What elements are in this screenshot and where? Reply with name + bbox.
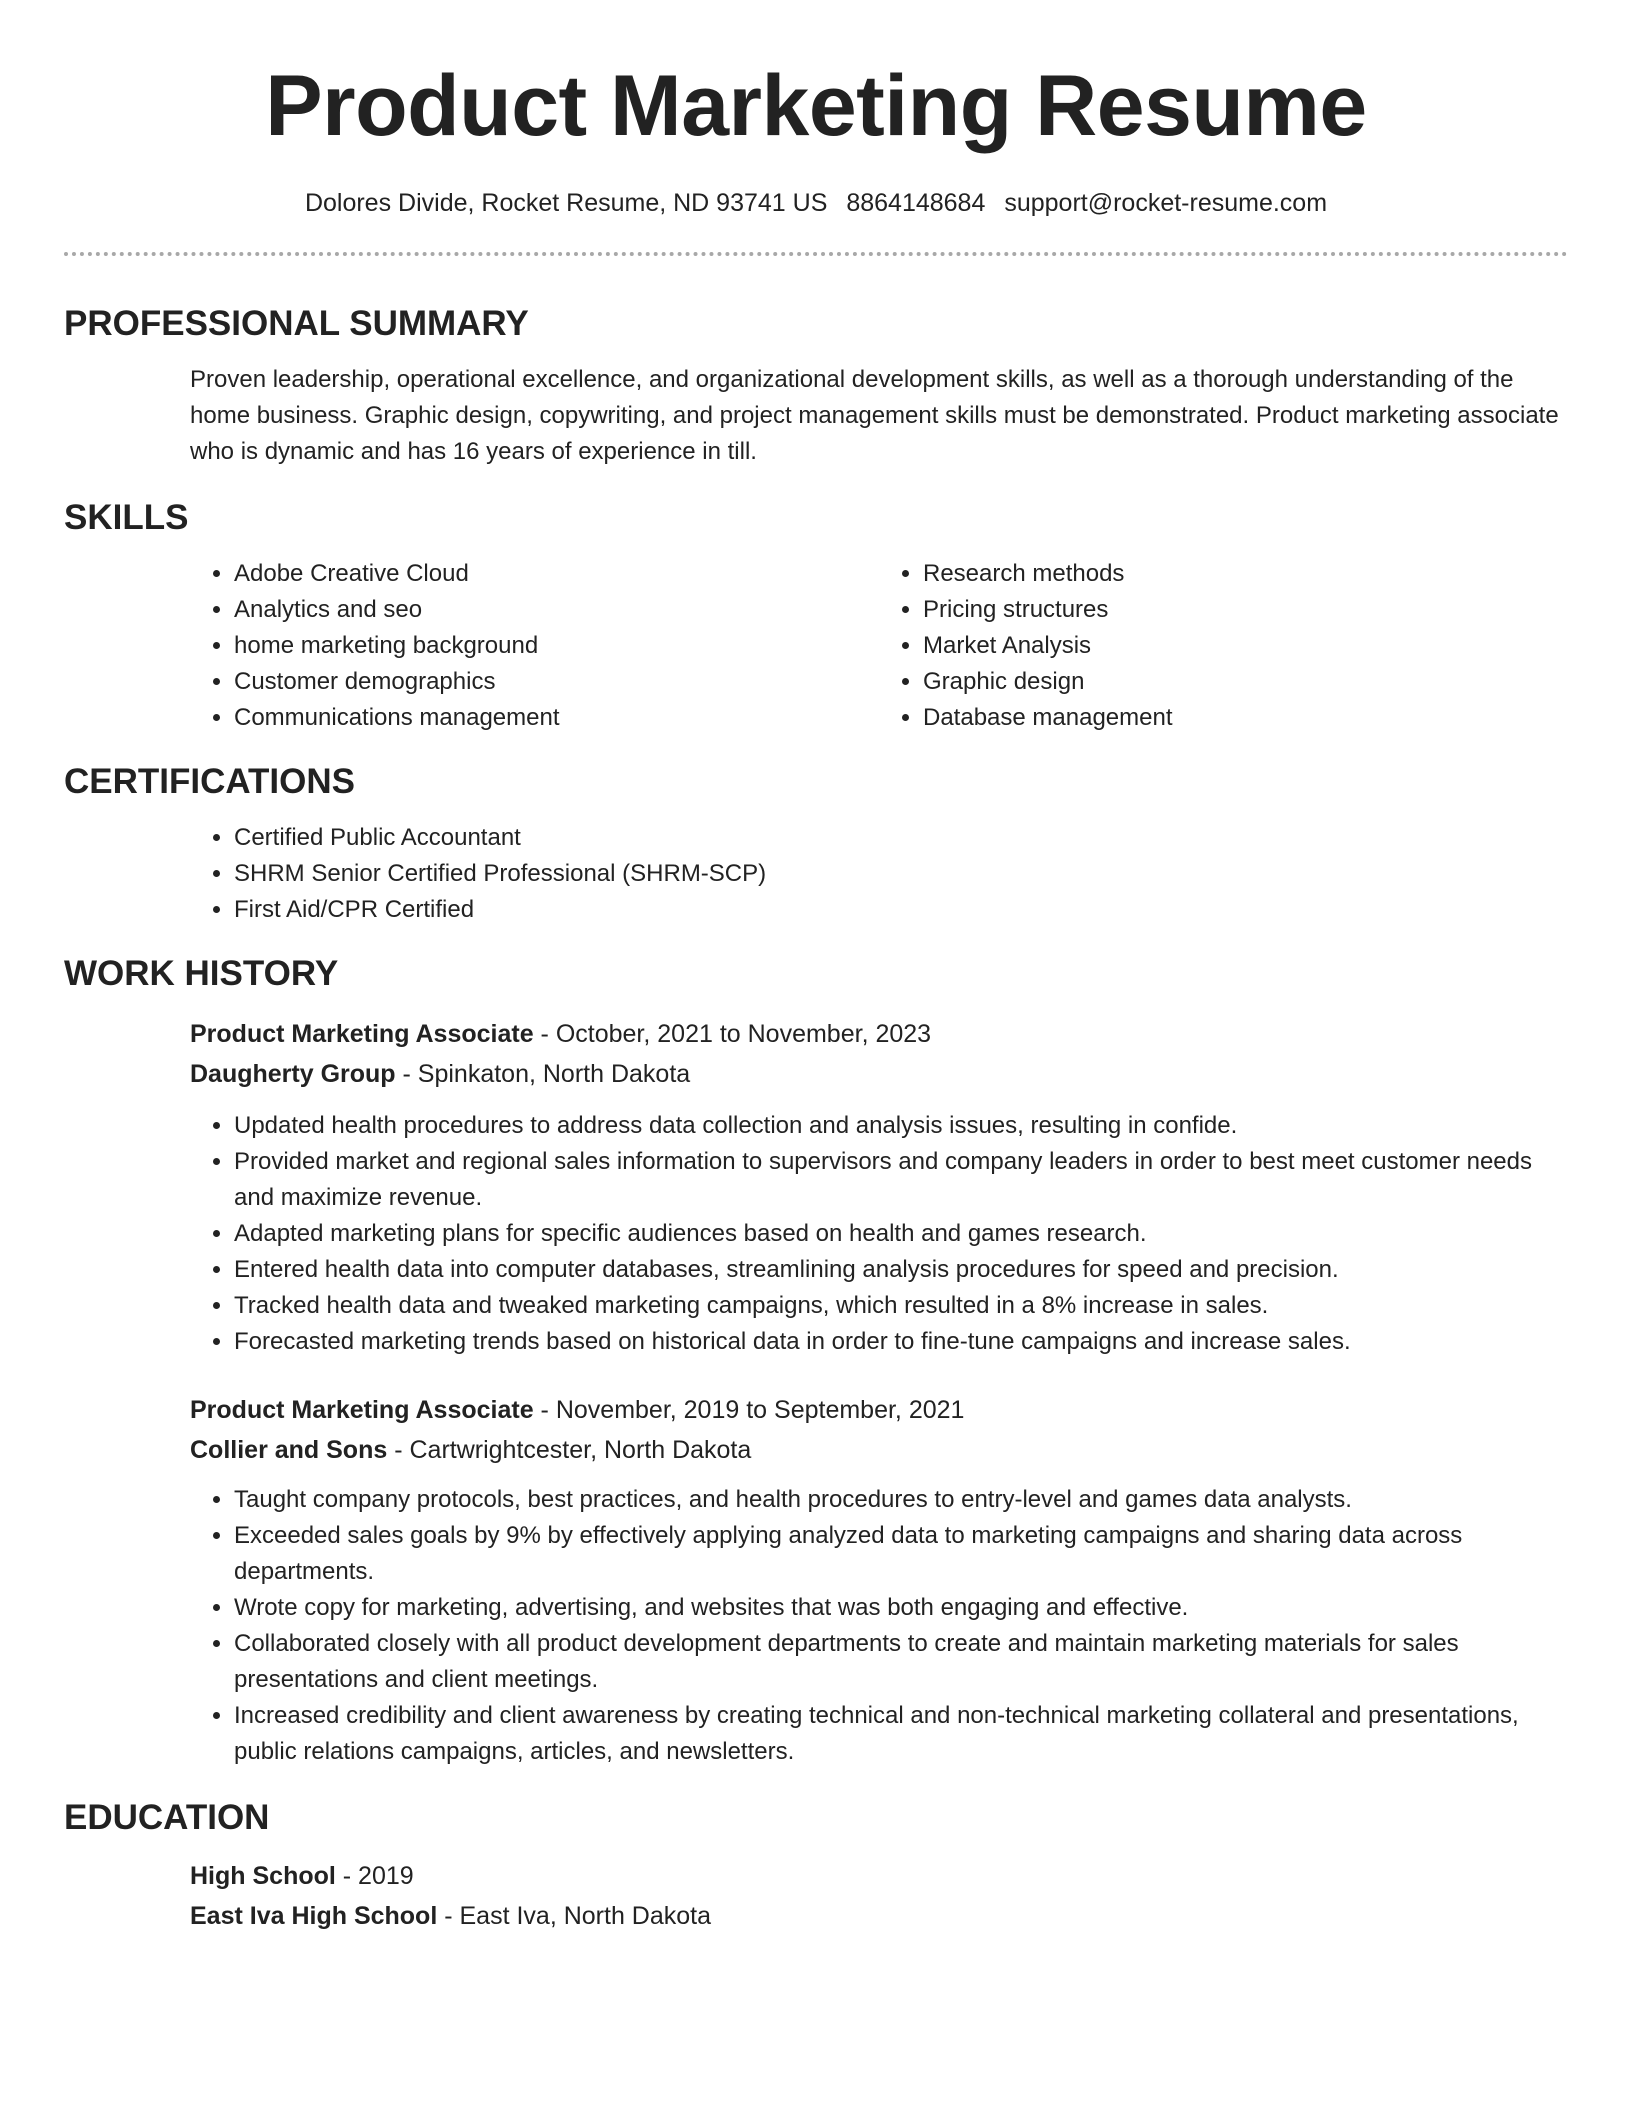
- skill-item: • Pricing structures: [923, 592, 1568, 628]
- contact-phone: 8864148684: [846, 189, 986, 217]
- job-bullets: [190, 1482, 1568, 1770]
- certifications-list: [190, 820, 1568, 928]
- skill-item: • Customer demographics: [234, 664, 879, 700]
- job-title-line: [190, 1014, 1568, 1054]
- skill-item: • Market Analysis: [923, 628, 1568, 664]
- job-bullet: • Increased credibility and client awareness by creating technical and non-technical marketing collateral and presentations, public relations campaigns, articles, and newsletters.: [234, 1698, 1568, 1770]
- job-entry: [64, 1014, 1568, 1360]
- skills-list-left: [190, 556, 879, 736]
- education-section: [64, 1796, 1568, 1936]
- certifications-section: [64, 760, 1568, 928]
- contact-line: [64, 186, 1568, 220]
- education-school: East Iva High School: [190, 1902, 438, 1930]
- certification-item: • SHRM Senior Certified Professional (SHRM-SCP): [234, 856, 1568, 892]
- skill-item: • home marketing background: [234, 628, 879, 664]
- job-bullet: • Adapted marketing plans for specific audiences based on health and games research.: [234, 1216, 1568, 1252]
- education-degree-line: [190, 1856, 1568, 1896]
- job-bullet: • Exceeded sales goals by 9% by effectively applying analyzed data to marketing campaigns and sharing data across departments.: [234, 1518, 1568, 1590]
- job-bullet: • Tracked health data and tweaked marketing campaigns, which resulted in a 8% increase in sales.: [234, 1288, 1568, 1324]
- job-entry: [64, 1390, 1568, 1770]
- education-heading: EDUCATION: [64, 1798, 270, 1837]
- certification-item: • First Aid/CPR Certified: [234, 892, 1568, 928]
- summary-heading: PROFESSIONAL SUMMARY: [64, 304, 529, 343]
- job-dates: - November, 2019 to September, 2021: [533, 1396, 965, 1424]
- contact-address: Dolores Divide, Rocket Resume, ND 93741 US: [304, 189, 828, 217]
- job-company-line: [190, 1054, 1568, 1094]
- job-bullet: • Provided market and regional sales information to supervisors and company leaders in order to best meet customer needs and maximize revenue.: [234, 1144, 1568, 1216]
- education-location: - East Iva, North Dakota: [437, 1902, 711, 1930]
- skill-item: • Adobe Creative Cloud: [234, 556, 879, 592]
- skill-item: • Analytics and seo: [234, 592, 879, 628]
- skill-item: • Graphic design: [923, 664, 1568, 700]
- work-history-heading: WORK HISTORY: [64, 954, 339, 993]
- resume-title: Product Marketing Resume: [265, 58, 1367, 154]
- summary-section: [64, 302, 1568, 470]
- job-bullet: • Updated health procedures to address data collection and analysis issues, resulting in confide.: [234, 1108, 1568, 1144]
- job-location: - Cartwrightcester, North Dakota: [387, 1436, 752, 1464]
- skill-item: • Research methods: [923, 556, 1568, 592]
- job-bullets: [190, 1108, 1568, 1360]
- skills-list-right: [879, 556, 1568, 736]
- job-bullet: • Entered health data into computer databases, streamlining analysis procedures for speed and precision.: [234, 1252, 1568, 1288]
- job-dates: - October, 2021 to November, 2023: [533, 1020, 932, 1048]
- job-title: Product Marketing Associate: [190, 1396, 534, 1424]
- job-bullet: • Collaborated closely with all product development departments to create and maintain marketing materials for sales presentations and client meetings.: [234, 1626, 1568, 1698]
- job-title: Product Marketing Associate: [190, 1020, 534, 1048]
- contact-email[interactable]: support@rocket-resume.com: [1004, 189, 1328, 217]
- certification-item: • Certified Public Accountant: [234, 820, 1568, 856]
- skill-item: • Database management: [923, 700, 1568, 736]
- job-bullet: • Forecasted marketing trends based on historical data in order to fine-tune campaigns and increase sales.: [234, 1324, 1568, 1360]
- skill-item: • Communications management: [234, 700, 879, 736]
- job-company-line: [190, 1430, 1568, 1470]
- job-company: Daugherty Group: [190, 1060, 396, 1088]
- education-entry: [64, 1856, 1568, 1936]
- work-history-section: [64, 952, 1568, 1770]
- skills-heading: SKILLS: [64, 498, 189, 537]
- education-degree: High School: [190, 1862, 336, 1890]
- education-school-line: [190, 1896, 1568, 1936]
- job-title-line: [190, 1390, 1568, 1430]
- job-bullet: • Taught company protocols, best practices, and health procedures to entry-level and games data analysts.: [234, 1482, 1568, 1518]
- certifications-heading: CERTIFICATIONS: [64, 762, 356, 801]
- header-divider: [64, 252, 1568, 256]
- summary-text: Proven leadership, operational excellence, and organizational development skills, as well as a thorough understanding of the home business. Graphic design, copywriting, and project management skills must be demonstrated. Product marketing associate who is dynamic and has 16 years of experience in till.: [190, 366, 1559, 465]
- job-company: Collier and Sons: [190, 1436, 388, 1464]
- job-location: - Spinkaton, North Dakota: [395, 1060, 691, 1088]
- skills-section: [64, 496, 1568, 736]
- job-bullet: • Wrote copy for marketing, advertising, and websites that was both engaging and effective.: [234, 1590, 1568, 1626]
- education-year: - 2019: [335, 1862, 414, 1890]
